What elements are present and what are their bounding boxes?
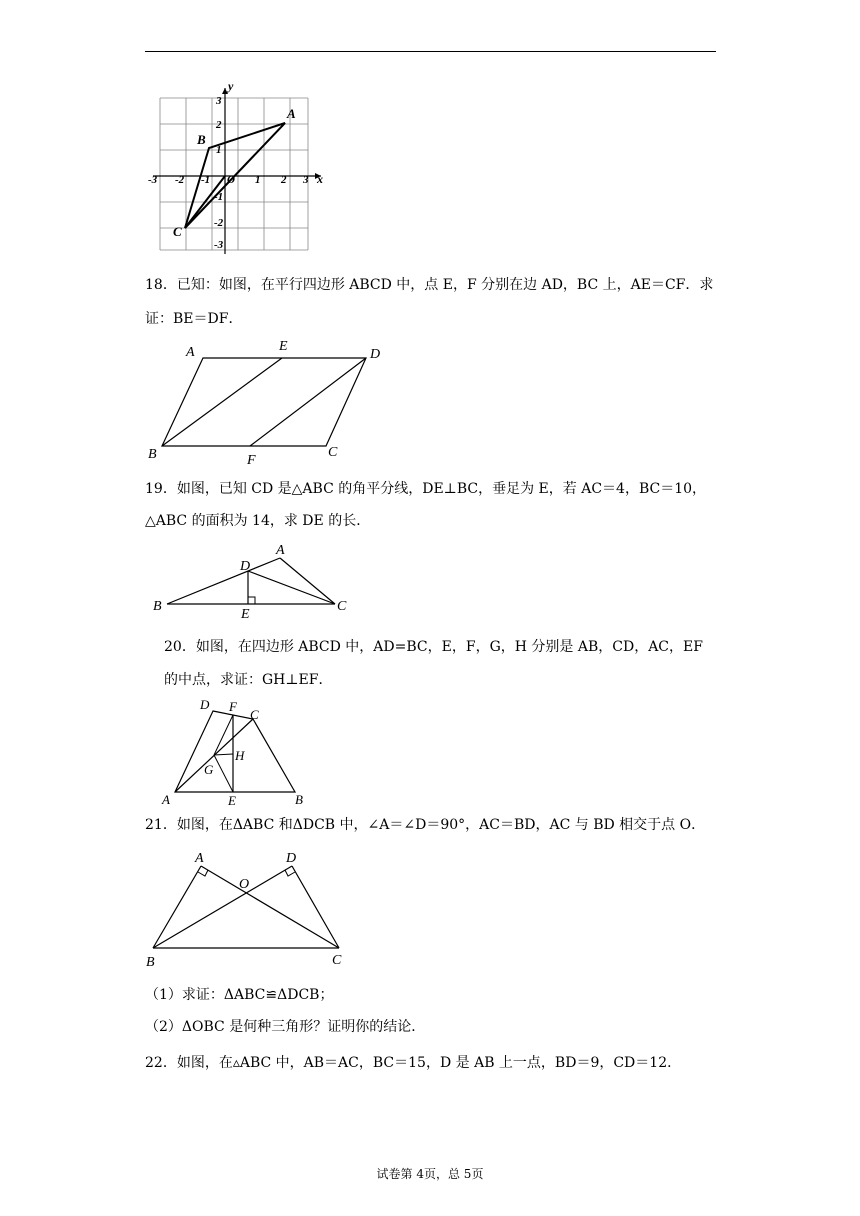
axis-y-label: y (228, 79, 234, 93)
quadrilateral-20-figure (155, 694, 315, 812)
x-tick: -2 (175, 174, 185, 186)
problem-21-line1: 21．如图，在ΔABC 和ΔDCB 中，∠A＝∠D＝90°，AC＝BD，AC 与 BD 相交于点 O． (145, 817, 706, 833)
label-d: D (200, 697, 210, 712)
problem-18-line1: 18．已知：如图，在平行四边形 ABCD 中，点 E，F 分别在边 AD，BC 上，AE＝CF．求 (145, 277, 714, 293)
label-e: E (241, 607, 250, 622)
label-c: C (332, 953, 342, 968)
label-d: D (240, 559, 251, 574)
point-label-a: A (287, 106, 296, 121)
label-b: B (153, 599, 162, 614)
x-tick: 1 (255, 174, 261, 186)
label-f: F (229, 699, 237, 714)
problem-20-line2: 的中点，求证：GH⊥EF． (164, 672, 333, 688)
triangle-19-figure (145, 540, 360, 622)
problem-18-line2: 证：BE＝DF． (145, 311, 243, 327)
label-b: B (295, 792, 303, 807)
page-footer: 试卷第 4页，总 5页 (376, 1167, 484, 1181)
problem-21-q1: （1）求证：ΔABC≌ΔDCB； (145, 987, 334, 1003)
label-f: F (247, 453, 256, 468)
y-tick: 2 (216, 119, 222, 131)
parallelogram-figure (140, 338, 400, 468)
coordinate-grid-figure (145, 78, 335, 258)
x-tick: -3 (148, 174, 158, 186)
label-b: B (148, 447, 157, 462)
problem-19-line2: △ABC 的面积为 14，求 DE 的长． (145, 513, 371, 529)
origin-label: O (227, 174, 235, 186)
y-tick: -2 (214, 217, 224, 229)
problem-21-q2: （2）ΔOBC 是何种三角形？证明你的结论． (145, 1019, 426, 1035)
label-a: A (186, 345, 195, 360)
figure-21 (140, 846, 355, 971)
label-a: A (276, 543, 285, 558)
label-h: H (235, 748, 245, 763)
label-c: C (250, 707, 259, 722)
point-label-c: C (173, 224, 182, 239)
label-b: B (146, 955, 155, 970)
top-rule (145, 51, 716, 52)
label-e: E (228, 793, 236, 808)
label-g: G (204, 762, 214, 777)
label-o: O (239, 877, 250, 892)
label-e: E (279, 339, 288, 354)
axis-x-label: x (317, 172, 323, 186)
y-tick: 3 (216, 95, 222, 107)
problem-22-line1: 22．如图，在▵ABC 中，AB＝AC，BC＝15，D 是 AB 上一点，BD＝9，CD＝12． (145, 1055, 682, 1071)
problem-20-line1: 20．如图，在四边形 ABCD 中，AD=BC，E，F，G，H 分别是 AB，CD，AC，EF (164, 639, 703, 655)
problem-19-line1: 19．如图，已知 CD 是△ABC 的角平分线，DE⊥BC，垂足为 E，若 AC＝4，BC＝10， (145, 481, 707, 497)
y-tick: -1 (214, 191, 224, 203)
x-tick: -1 (201, 174, 211, 186)
x-tick: 2 (281, 174, 287, 186)
label-a: A (162, 792, 170, 807)
y-tick: 1 (216, 144, 222, 156)
label-d: D (286, 851, 297, 866)
label-c: C (328, 445, 338, 460)
label-c: C (337, 599, 347, 614)
label-a: A (195, 851, 204, 866)
x-tick: 3 (303, 174, 309, 186)
y-tick: -3 (214, 239, 224, 251)
label-d: D (370, 347, 381, 362)
point-label-b: B (197, 132, 206, 147)
